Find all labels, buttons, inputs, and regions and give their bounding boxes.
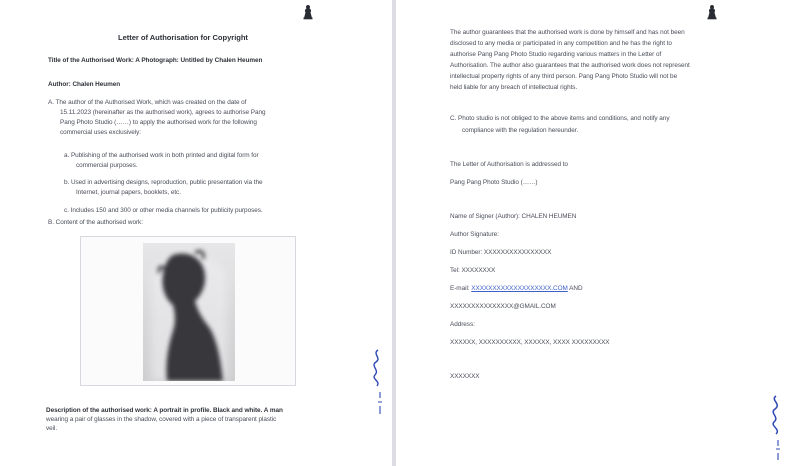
clause-c-line: compliance with the regulation hereunder. (462, 127, 579, 134)
authorised-work-frame (80, 236, 296, 386)
addressed-line: The Letter of Authorisation is addressed to (450, 161, 568, 168)
studio-logo-icon (706, 4, 718, 20)
letter-title: Letter of Authorisation for Copyright (118, 33, 248, 42)
addressed-studio: Pang Pang Photo Studio (……) (450, 179, 538, 186)
guarantee-line: disclosed to any media or participated in any competition and he has the right to (450, 40, 672, 47)
telephone: Tel: XXXXXXXX (450, 267, 496, 274)
signer-name: Name of Signer (Author): CHALEN HEUMEN (450, 213, 577, 220)
id-number: ID Number: XXXXXXXXXXXXXXXX (450, 249, 552, 256)
clause-a-line: A. The author of the Authorised Work, which was created on the date of (48, 99, 247, 106)
guarantee-line: authorise Pang Pang Photo Studio regarding various matters in the Letter of (450, 51, 662, 58)
studio-logo-icon (302, 4, 314, 20)
guarantee-line: intellectual property rights of any third person. Pang Pang Photo Studio will not be (450, 73, 678, 80)
author-line: Author: Chalen Heumen (48, 81, 121, 88)
use-item-b-cont: Internet, journal papers, booklets, etc. (76, 189, 181, 196)
initials-signature-left (366, 348, 388, 420)
address-label: Address: (450, 321, 475, 328)
portrait-photo (143, 243, 235, 381)
portrait-silhouette-icon (143, 243, 235, 381)
page-left (0, 0, 392, 466)
clause-b-line: B. Content of the authorised work: (48, 219, 143, 226)
work-title-line: Title of the Authorised Work: A Photograph: Untitled by Chalen Heumen (48, 57, 263, 64)
email-line-1: E-mail: XXXXXXXXXXXXXXXXXXX.COM AND (450, 285, 583, 292)
clause-a-line: commercial uses exclusively: (60, 129, 141, 136)
use-item-a: a. Publishing of the authorised work in both printed and digital form for (64, 152, 259, 159)
email-line-2: XXXXXXXXXXXXXXX@GMAIL.COM (450, 303, 556, 310)
author-signature-label: Author Signature: (450, 231, 499, 238)
caption-line: wearing a pair of glasses in the shadow, covered with a piece of transparent plastic (46, 416, 277, 423)
guarantee-line: Authorisation. The author also guarantees that the authorised work does not represent (450, 62, 690, 69)
caption-line: veil. (46, 425, 58, 432)
address-line: XXXXXX, XXXXXXXXXX, XXXXXX, XXXX XXXXXXXXX (450, 339, 610, 346)
address-line-2: XXXXXXX (450, 373, 480, 380)
use-item-c: c. Includes 150 and 300 or other media channels for publicity purposes. (64, 207, 263, 214)
caption-line: Description of the authorised work: A portrait in profile. Black and white. A man (46, 407, 283, 414)
clause-a-line: 15.11.2023 (hereinafter as the authorised work), agrees to authorise Pang (60, 109, 266, 116)
guarantee-line: held liable for any breach of intellectual rights. (450, 84, 578, 91)
guarantee-line: The author guarantees that the authorised work is done by himself and has not been (450, 29, 685, 36)
use-item-b: b. Used in advertising designs, reproduction, public presentation via the (64, 179, 263, 186)
initials-signature-right (764, 392, 788, 464)
clause-c-line: C. Photo studio is not obliged to the above items and conditions, and notify any (450, 115, 670, 122)
page-right (396, 0, 790, 466)
use-item-a-cont: commercial purposes. (76, 162, 138, 169)
clause-a-line: Pang Photo Studio (……) to apply the authorised work for the following (60, 119, 257, 126)
